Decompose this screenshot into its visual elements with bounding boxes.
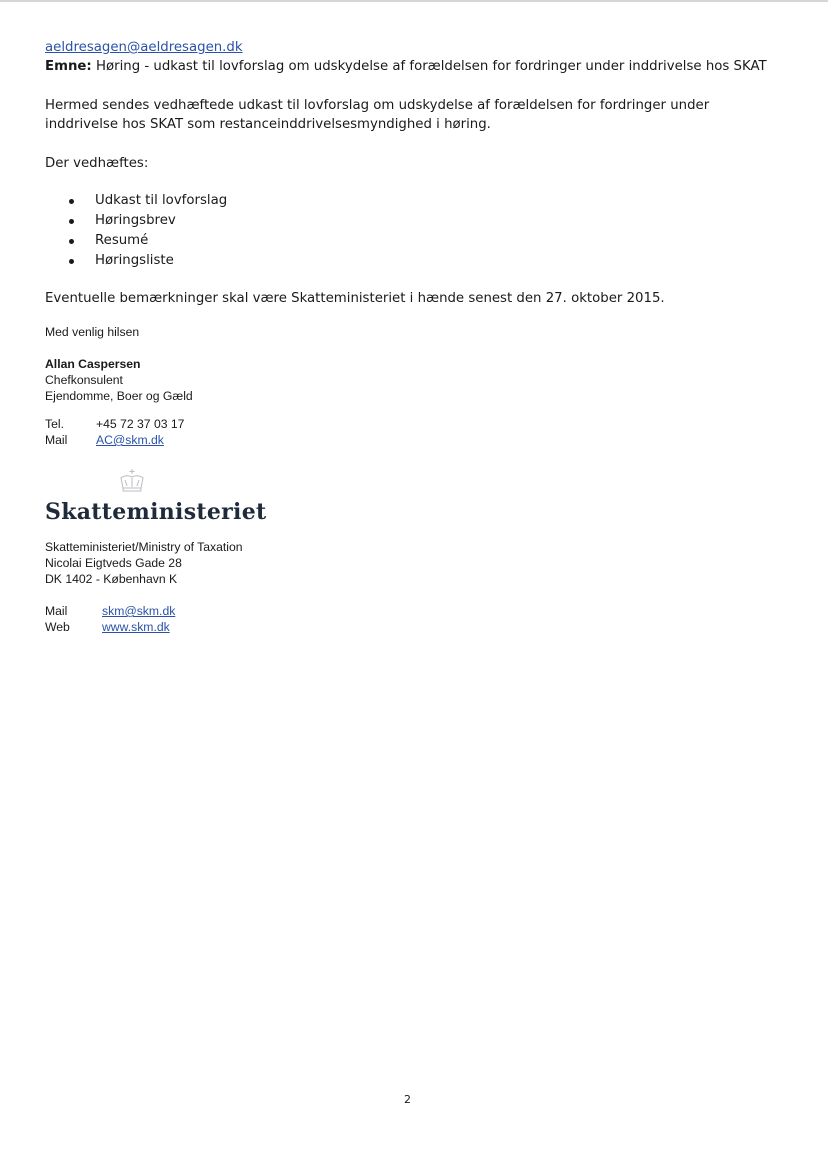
org-address-line1: Skatteministeriet/Ministry of Taxation: [45, 540, 243, 554]
tel-row: [45, 416, 785, 432]
tel-value: +45 72 37 03 17: [96, 417, 185, 431]
org-web-row: [45, 619, 785, 635]
org-wordmark: Skatteministeriet: [45, 499, 267, 525]
list-item: [69, 251, 785, 271]
top-rule: [0, 0, 828, 2]
attachment-label: Resumé: [95, 233, 149, 248]
bullet-icon: [69, 239, 74, 244]
attachment-label: Udkast til lovforslag: [95, 193, 228, 208]
signer-title: Chefkonsulent: [45, 373, 123, 387]
attachment-label: Høringsbrev: [95, 213, 176, 228]
recipient-email-link[interactable]: aeldresagen@aeldresagen.dk: [45, 40, 243, 55]
org-contact: [45, 603, 785, 635]
signer-name: Allan Caspersen: [45, 357, 141, 371]
page-number: 2: [404, 1093, 411, 1106]
greeting: Med venlig hilsen: [45, 325, 140, 339]
list-item: [69, 211, 785, 231]
tel-label: Tel.: [45, 417, 64, 431]
org-mail-row: [45, 603, 785, 619]
attachment-label: Høringsliste: [95, 253, 174, 268]
org-web-label: Web: [45, 620, 70, 634]
org-address-line2: Nicolai Eigtveds Gade 28: [45, 556, 182, 570]
signer-mail-link[interactable]: AC@skm.dk: [96, 433, 164, 447]
signer-contact: [45, 416, 785, 448]
attachments-heading: Der vedhæftes:: [45, 156, 149, 171]
letter-page: [45, 38, 785, 635]
org-web-link[interactable]: www.skm.dk: [102, 620, 170, 634]
subject-text: Høring - udkast til lovforslag om udskydelse af forældelsen for fordringer under inddrivelse hos SKAT: [91, 59, 767, 74]
signer-department: Ejendomme, Boer og Gæld: [45, 389, 193, 403]
subject-line: [45, 57, 785, 76]
list-item: [69, 191, 785, 211]
org-mail-link[interactable]: skm@skm.dk: [102, 604, 176, 618]
subject-label: Emne:: [45, 59, 92, 74]
mail-label: Mail: [45, 433, 68, 447]
mail-row: [45, 432, 785, 448]
list-item: [69, 231, 785, 251]
org-mail-label: Mail: [45, 604, 68, 618]
org-address-line3: DK 1402 - København K: [45, 572, 178, 586]
attachments-list: [45, 191, 785, 271]
bullet-icon: [69, 259, 74, 264]
bullet-icon: [69, 219, 74, 224]
bullet-icon: [69, 199, 74, 204]
crown-logo-icon: [117, 468, 147, 494]
intro-paragraph: Hermed sendes vedhæftede udkast til lovforslag om udskydelse af forældelsen for fordringer under inddrivelse hos SKAT som restanceinddrivelsesmyndighed i høring.: [45, 98, 710, 132]
deadline-paragraph: Eventuelle bemærkninger skal være Skatteministeriet i hænde senest den 27. oktober 2015.: [45, 291, 665, 306]
signature-block: [45, 356, 785, 404]
